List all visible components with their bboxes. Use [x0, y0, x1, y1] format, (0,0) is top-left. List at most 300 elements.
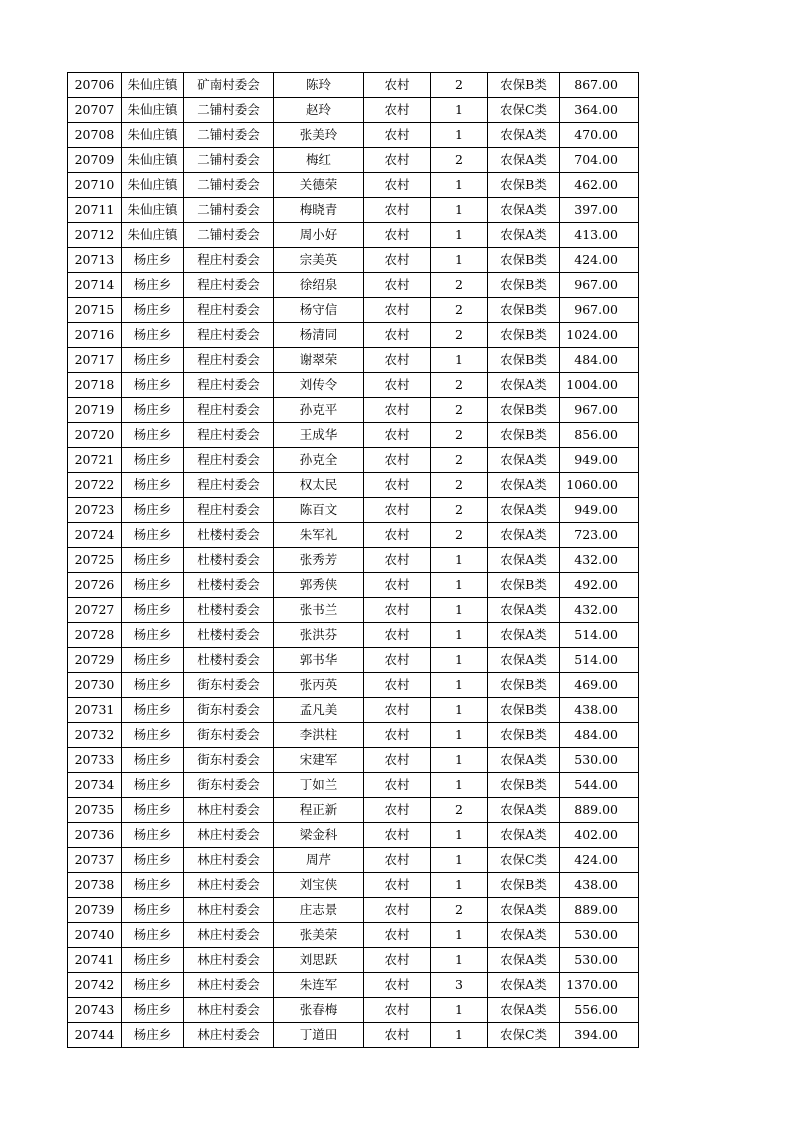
household-count-cell: 1: [431, 923, 488, 948]
village-committee-cell: 林庄村委会: [184, 998, 274, 1023]
household-count-cell: 2: [431, 448, 488, 473]
record-id-cell: 20709: [68, 148, 122, 173]
residence-type-cell: 农村: [364, 373, 431, 398]
residence-type-cell: 农村: [364, 498, 431, 523]
household-count-cell: 2: [431, 148, 488, 173]
residence-type-cell: 农村: [364, 823, 431, 848]
record-id-cell: 20740: [68, 923, 122, 948]
village-committee-cell: 林庄村委会: [184, 848, 274, 873]
record-id-cell: 20744: [68, 1023, 122, 1048]
residence-type-cell: 农村: [364, 973, 431, 998]
village-committee-cell: 二铺村委会: [184, 98, 274, 123]
table-row: [68, 698, 639, 723]
record-id-cell: 20727: [68, 598, 122, 623]
residence-type-cell: 农村: [364, 173, 431, 198]
insurance-category-cell: 农保A类: [488, 373, 560, 398]
village-committee-cell: 林庄村委会: [184, 823, 274, 848]
record-id-cell: 20738: [68, 873, 122, 898]
township-cell: 杨庄乡: [122, 798, 184, 823]
insurance-category-cell: 农保B类: [488, 248, 560, 273]
residence-type-cell: 农村: [364, 848, 431, 873]
table-row: [68, 823, 639, 848]
record-id-cell: 20742: [68, 973, 122, 998]
person-name-cell: 刘传令: [274, 373, 364, 398]
residence-type-cell: 农村: [364, 298, 431, 323]
household-count-cell: 2: [431, 323, 488, 348]
records-table: [67, 72, 639, 1048]
household-count-cell: 1: [431, 673, 488, 698]
village-committee-cell: 街东村委会: [184, 748, 274, 773]
village-committee-cell: 街东村委会: [184, 723, 274, 748]
township-cell: 杨庄乡: [122, 948, 184, 973]
insurance-category-cell: 农保A类: [488, 898, 560, 923]
township-cell: 杨庄乡: [122, 898, 184, 923]
township-cell: 杨庄乡: [122, 423, 184, 448]
table-row: [68, 198, 639, 223]
table-row: [68, 548, 639, 573]
amount-cell: 856.00: [560, 423, 639, 448]
township-cell: 朱仙庄镇: [122, 73, 184, 98]
record-id-cell: 20718: [68, 373, 122, 398]
amount-cell: 949.00: [560, 498, 639, 523]
household-count-cell: 1: [431, 873, 488, 898]
amount-cell: 469.00: [560, 673, 639, 698]
township-cell: 杨庄乡: [122, 623, 184, 648]
household-count-cell: 1: [431, 773, 488, 798]
insurance-category-cell: 农保B类: [488, 323, 560, 348]
township-cell: 杨庄乡: [122, 273, 184, 298]
residence-type-cell: 农村: [364, 548, 431, 573]
table-row: [68, 998, 639, 1023]
person-name-cell: 梁金科: [274, 823, 364, 848]
township-cell: 杨庄乡: [122, 973, 184, 998]
household-count-cell: 1: [431, 548, 488, 573]
residence-type-cell: 农村: [364, 748, 431, 773]
residence-type-cell: 农村: [364, 898, 431, 923]
person-name-cell: 刘思跃: [274, 948, 364, 973]
residence-type-cell: 农村: [364, 698, 431, 723]
amount-cell: 492.00: [560, 573, 639, 598]
table-row: [68, 373, 639, 398]
household-count-cell: 1: [431, 598, 488, 623]
household-count-cell: 2: [431, 373, 488, 398]
insurance-category-cell: 农保C类: [488, 1023, 560, 1048]
village-committee-cell: 街东村委会: [184, 698, 274, 723]
insurance-category-cell: 农保A类: [488, 498, 560, 523]
village-committee-cell: 林庄村委会: [184, 1023, 274, 1048]
amount-cell: 394.00: [560, 1023, 639, 1048]
township-cell: 杨庄乡: [122, 748, 184, 773]
table-row: [68, 673, 639, 698]
insurance-category-cell: 农保A类: [488, 148, 560, 173]
table-row: [68, 1023, 639, 1048]
person-name-cell: 陈玲: [274, 73, 364, 98]
insurance-category-cell: 农保B类: [488, 273, 560, 298]
township-cell: 杨庄乡: [122, 873, 184, 898]
table-row: [68, 773, 639, 798]
record-id-cell: 20720: [68, 423, 122, 448]
township-cell: 杨庄乡: [122, 923, 184, 948]
amount-cell: 470.00: [560, 123, 639, 148]
record-id-cell: 20730: [68, 673, 122, 698]
household-count-cell: 1: [431, 948, 488, 973]
township-cell: 杨庄乡: [122, 323, 184, 348]
table-row: [68, 598, 639, 623]
record-id-cell: 20743: [68, 998, 122, 1023]
table-row: [68, 723, 639, 748]
table-row: [68, 398, 639, 423]
insurance-category-cell: 农保C类: [488, 98, 560, 123]
amount-cell: 530.00: [560, 948, 639, 973]
insurance-category-cell: 农保B类: [488, 873, 560, 898]
insurance-category-cell: 农保A类: [488, 223, 560, 248]
person-name-cell: 李洪柱: [274, 723, 364, 748]
township-cell: 杨庄乡: [122, 573, 184, 598]
record-id-cell: 20708: [68, 123, 122, 148]
amount-cell: 1004.00: [560, 373, 639, 398]
amount-cell: 514.00: [560, 623, 639, 648]
amount-cell: 1060.00: [560, 473, 639, 498]
residence-type-cell: 农村: [364, 723, 431, 748]
amount-cell: 432.00: [560, 548, 639, 573]
record-id-cell: 20710: [68, 173, 122, 198]
township-cell: 朱仙庄镇: [122, 148, 184, 173]
insurance-category-cell: 农保A类: [488, 473, 560, 498]
person-name-cell: 谢翠荣: [274, 348, 364, 373]
record-id-cell: 20732: [68, 723, 122, 748]
person-name-cell: 程正新: [274, 798, 364, 823]
insurance-category-cell: 农保B类: [488, 298, 560, 323]
person-name-cell: 权太民: [274, 473, 364, 498]
amount-cell: 704.00: [560, 148, 639, 173]
person-name-cell: 周小好: [274, 223, 364, 248]
township-cell: 杨庄乡: [122, 498, 184, 523]
township-cell: 朱仙庄镇: [122, 198, 184, 223]
record-id-cell: 20733: [68, 748, 122, 773]
table-row: [68, 473, 639, 498]
insurance-category-cell: 农保B类: [488, 173, 560, 198]
person-name-cell: 张春梅: [274, 998, 364, 1023]
amount-cell: 530.00: [560, 923, 639, 948]
amount-cell: 484.00: [560, 348, 639, 373]
table-row: [68, 323, 639, 348]
record-id-cell: 20741: [68, 948, 122, 973]
residence-type-cell: 农村: [364, 73, 431, 98]
table-row: [68, 423, 639, 448]
household-count-cell: 1: [431, 348, 488, 373]
township-cell: 朱仙庄镇: [122, 223, 184, 248]
record-id-cell: 20734: [68, 773, 122, 798]
insurance-category-cell: 农保A类: [488, 648, 560, 673]
township-cell: 杨庄乡: [122, 1023, 184, 1048]
insurance-category-cell: 农保B类: [488, 348, 560, 373]
table-row: [68, 648, 639, 673]
insurance-category-cell: 农保A类: [488, 523, 560, 548]
amount-cell: 530.00: [560, 748, 639, 773]
table-row: [68, 73, 639, 98]
village-committee-cell: 程庄村委会: [184, 423, 274, 448]
village-committee-cell: 程庄村委会: [184, 373, 274, 398]
village-committee-cell: 林庄村委会: [184, 948, 274, 973]
township-cell: 朱仙庄镇: [122, 123, 184, 148]
residence-type-cell: 农村: [364, 423, 431, 448]
residence-type-cell: 农村: [364, 798, 431, 823]
residence-type-cell: 农村: [364, 673, 431, 698]
village-committee-cell: 林庄村委会: [184, 973, 274, 998]
township-cell: 杨庄乡: [122, 823, 184, 848]
person-name-cell: 郭秀侠: [274, 573, 364, 598]
residence-type-cell: 农村: [364, 873, 431, 898]
person-name-cell: 丁道田: [274, 1023, 364, 1048]
amount-cell: 967.00: [560, 273, 639, 298]
village-committee-cell: 林庄村委会: [184, 873, 274, 898]
township-cell: 杨庄乡: [122, 523, 184, 548]
person-name-cell: 张美玲: [274, 123, 364, 148]
township-cell: 杨庄乡: [122, 548, 184, 573]
residence-type-cell: 农村: [364, 773, 431, 798]
village-committee-cell: 程庄村委会: [184, 298, 274, 323]
household-count-cell: 1: [431, 123, 488, 148]
table-row: [68, 273, 639, 298]
residence-type-cell: 农村: [364, 598, 431, 623]
person-name-cell: 梅晓青: [274, 198, 364, 223]
table-row: [68, 298, 639, 323]
residence-type-cell: 农村: [364, 623, 431, 648]
amount-cell: 967.00: [560, 398, 639, 423]
household-count-cell: 1: [431, 573, 488, 598]
village-committee-cell: 杜楼村委会: [184, 523, 274, 548]
table-row: [68, 173, 639, 198]
village-committee-cell: 二铺村委会: [184, 198, 274, 223]
amount-cell: 967.00: [560, 298, 639, 323]
township-cell: 朱仙庄镇: [122, 98, 184, 123]
village-committee-cell: 杜楼村委会: [184, 648, 274, 673]
insurance-category-cell: 农保A类: [488, 448, 560, 473]
amount-cell: 438.00: [560, 698, 639, 723]
residence-type-cell: 农村: [364, 923, 431, 948]
amount-cell: 1370.00: [560, 973, 639, 998]
record-id-cell: 20736: [68, 823, 122, 848]
amount-cell: 424.00: [560, 848, 639, 873]
record-id-cell: 20714: [68, 273, 122, 298]
household-count-cell: 2: [431, 898, 488, 923]
residence-type-cell: 农村: [364, 573, 431, 598]
insurance-category-cell: 农保A类: [488, 798, 560, 823]
record-id-cell: 20739: [68, 898, 122, 923]
person-name-cell: 张丙英: [274, 673, 364, 698]
table-row: [68, 498, 639, 523]
person-name-cell: 杨守信: [274, 298, 364, 323]
insurance-category-cell: 农保A类: [488, 198, 560, 223]
record-id-cell: 20726: [68, 573, 122, 598]
residence-type-cell: 农村: [364, 523, 431, 548]
table-row: [68, 348, 639, 373]
residence-type-cell: 农村: [364, 123, 431, 148]
household-count-cell: 1: [431, 1023, 488, 1048]
township-cell: 杨庄乡: [122, 473, 184, 498]
township-cell: 杨庄乡: [122, 398, 184, 423]
record-id-cell: 20735: [68, 798, 122, 823]
amount-cell: 402.00: [560, 823, 639, 848]
table-row: [68, 523, 639, 548]
record-id-cell: 20724: [68, 523, 122, 548]
township-cell: 杨庄乡: [122, 723, 184, 748]
village-committee-cell: 二铺村委会: [184, 148, 274, 173]
insurance-category-cell: 农保A类: [488, 623, 560, 648]
residence-type-cell: 农村: [364, 948, 431, 973]
household-count-cell: 1: [431, 248, 488, 273]
table-row: [68, 848, 639, 873]
record-id-cell: 20712: [68, 223, 122, 248]
amount-cell: 556.00: [560, 998, 639, 1023]
household-count-cell: 1: [431, 848, 488, 873]
person-name-cell: 杨清同: [274, 323, 364, 348]
household-count-cell: 1: [431, 823, 488, 848]
person-name-cell: 朱军礼: [274, 523, 364, 548]
amount-cell: 889.00: [560, 798, 639, 823]
insurance-category-cell: 农保A类: [488, 823, 560, 848]
household-count-cell: 3: [431, 973, 488, 998]
amount-cell: 544.00: [560, 773, 639, 798]
residence-type-cell: 农村: [364, 648, 431, 673]
village-committee-cell: 程庄村委会: [184, 348, 274, 373]
record-id-cell: 20729: [68, 648, 122, 673]
person-name-cell: 张洪芬: [274, 623, 364, 648]
record-id-cell: 20725: [68, 548, 122, 573]
insurance-category-cell: 农保A类: [488, 923, 560, 948]
village-committee-cell: 林庄村委会: [184, 923, 274, 948]
household-count-cell: 2: [431, 473, 488, 498]
record-id-cell: 20713: [68, 248, 122, 273]
township-cell: 杨庄乡: [122, 448, 184, 473]
table-row: [68, 923, 639, 948]
record-id-cell: 20728: [68, 623, 122, 648]
residence-type-cell: 农村: [364, 998, 431, 1023]
table-row: [68, 248, 639, 273]
person-name-cell: 梅红: [274, 148, 364, 173]
record-id-cell: 20723: [68, 498, 122, 523]
village-committee-cell: 程庄村委会: [184, 473, 274, 498]
household-count-cell: 2: [431, 398, 488, 423]
household-count-cell: 2: [431, 523, 488, 548]
household-count-cell: 2: [431, 273, 488, 298]
table-row: [68, 748, 639, 773]
household-count-cell: 2: [431, 498, 488, 523]
table-row: [68, 948, 639, 973]
person-name-cell: 郭书华: [274, 648, 364, 673]
amount-cell: 723.00: [560, 523, 639, 548]
residence-type-cell: 农村: [364, 248, 431, 273]
village-committee-cell: 杜楼村委会: [184, 623, 274, 648]
household-count-cell: 1: [431, 648, 488, 673]
village-committee-cell: 街东村委会: [184, 673, 274, 698]
village-committee-cell: 杜楼村委会: [184, 573, 274, 598]
record-id-cell: 20737: [68, 848, 122, 873]
person-name-cell: 宗美英: [274, 248, 364, 273]
household-count-cell: 1: [431, 623, 488, 648]
person-name-cell: 孙克平: [274, 398, 364, 423]
amount-cell: 438.00: [560, 873, 639, 898]
residence-type-cell: 农村: [364, 223, 431, 248]
record-id-cell: 20707: [68, 98, 122, 123]
amount-cell: 364.00: [560, 98, 639, 123]
household-count-cell: 2: [431, 798, 488, 823]
record-id-cell: 20721: [68, 448, 122, 473]
township-cell: 杨庄乡: [122, 248, 184, 273]
household-count-cell: 1: [431, 998, 488, 1023]
insurance-category-cell: 农保B类: [488, 73, 560, 98]
household-count-cell: 2: [431, 423, 488, 448]
village-committee-cell: 程庄村委会: [184, 398, 274, 423]
insurance-category-cell: 农保B类: [488, 773, 560, 798]
person-name-cell: 孙克全: [274, 448, 364, 473]
village-committee-cell: 二铺村委会: [184, 173, 274, 198]
household-count-cell: 1: [431, 98, 488, 123]
person-name-cell: 张美荣: [274, 923, 364, 948]
person-name-cell: 张书兰: [274, 598, 364, 623]
record-id-cell: 20715: [68, 298, 122, 323]
insurance-category-cell: 农保A类: [488, 598, 560, 623]
table-row: [68, 873, 639, 898]
village-committee-cell: 林庄村委会: [184, 798, 274, 823]
household-count-cell: 1: [431, 698, 488, 723]
household-count-cell: 1: [431, 723, 488, 748]
residence-type-cell: 农村: [364, 148, 431, 173]
household-count-cell: 2: [431, 73, 488, 98]
township-cell: 杨庄乡: [122, 848, 184, 873]
insurance-category-cell: 农保B类: [488, 573, 560, 598]
table-row: [68, 623, 639, 648]
village-committee-cell: 程庄村委会: [184, 273, 274, 298]
insurance-category-cell: 农保A类: [488, 998, 560, 1023]
residence-type-cell: 农村: [364, 1023, 431, 1048]
township-cell: 杨庄乡: [122, 673, 184, 698]
amount-cell: 413.00: [560, 223, 639, 248]
person-name-cell: 朱连军: [274, 973, 364, 998]
record-id-cell: 20722: [68, 473, 122, 498]
township-cell: 杨庄乡: [122, 773, 184, 798]
township-cell: 杨庄乡: [122, 598, 184, 623]
household-count-cell: 1: [431, 748, 488, 773]
residence-type-cell: 农村: [364, 323, 431, 348]
household-count-cell: 1: [431, 223, 488, 248]
person-name-cell: 徐绍泉: [274, 273, 364, 298]
village-committee-cell: 程庄村委会: [184, 323, 274, 348]
amount-cell: 397.00: [560, 198, 639, 223]
amount-cell: 432.00: [560, 598, 639, 623]
person-name-cell: 宋建军: [274, 748, 364, 773]
residence-type-cell: 农村: [364, 348, 431, 373]
table-row: [68, 573, 639, 598]
amount-cell: 949.00: [560, 448, 639, 473]
township-cell: 杨庄乡: [122, 648, 184, 673]
record-id-cell: 20731: [68, 698, 122, 723]
amount-cell: 462.00: [560, 173, 639, 198]
village-committee-cell: 二铺村委会: [184, 223, 274, 248]
township-cell: 杨庄乡: [122, 698, 184, 723]
township-cell: 杨庄乡: [122, 298, 184, 323]
village-committee-cell: 程庄村委会: [184, 448, 274, 473]
table-row: [68, 98, 639, 123]
residence-type-cell: 农村: [364, 273, 431, 298]
person-name-cell: 庄志景: [274, 898, 364, 923]
insurance-category-cell: 农保B类: [488, 698, 560, 723]
record-id-cell: 20719: [68, 398, 122, 423]
village-committee-cell: 程庄村委会: [184, 248, 274, 273]
village-committee-cell: 杜楼村委会: [184, 548, 274, 573]
township-cell: 杨庄乡: [122, 373, 184, 398]
record-id-cell: 20717: [68, 348, 122, 373]
